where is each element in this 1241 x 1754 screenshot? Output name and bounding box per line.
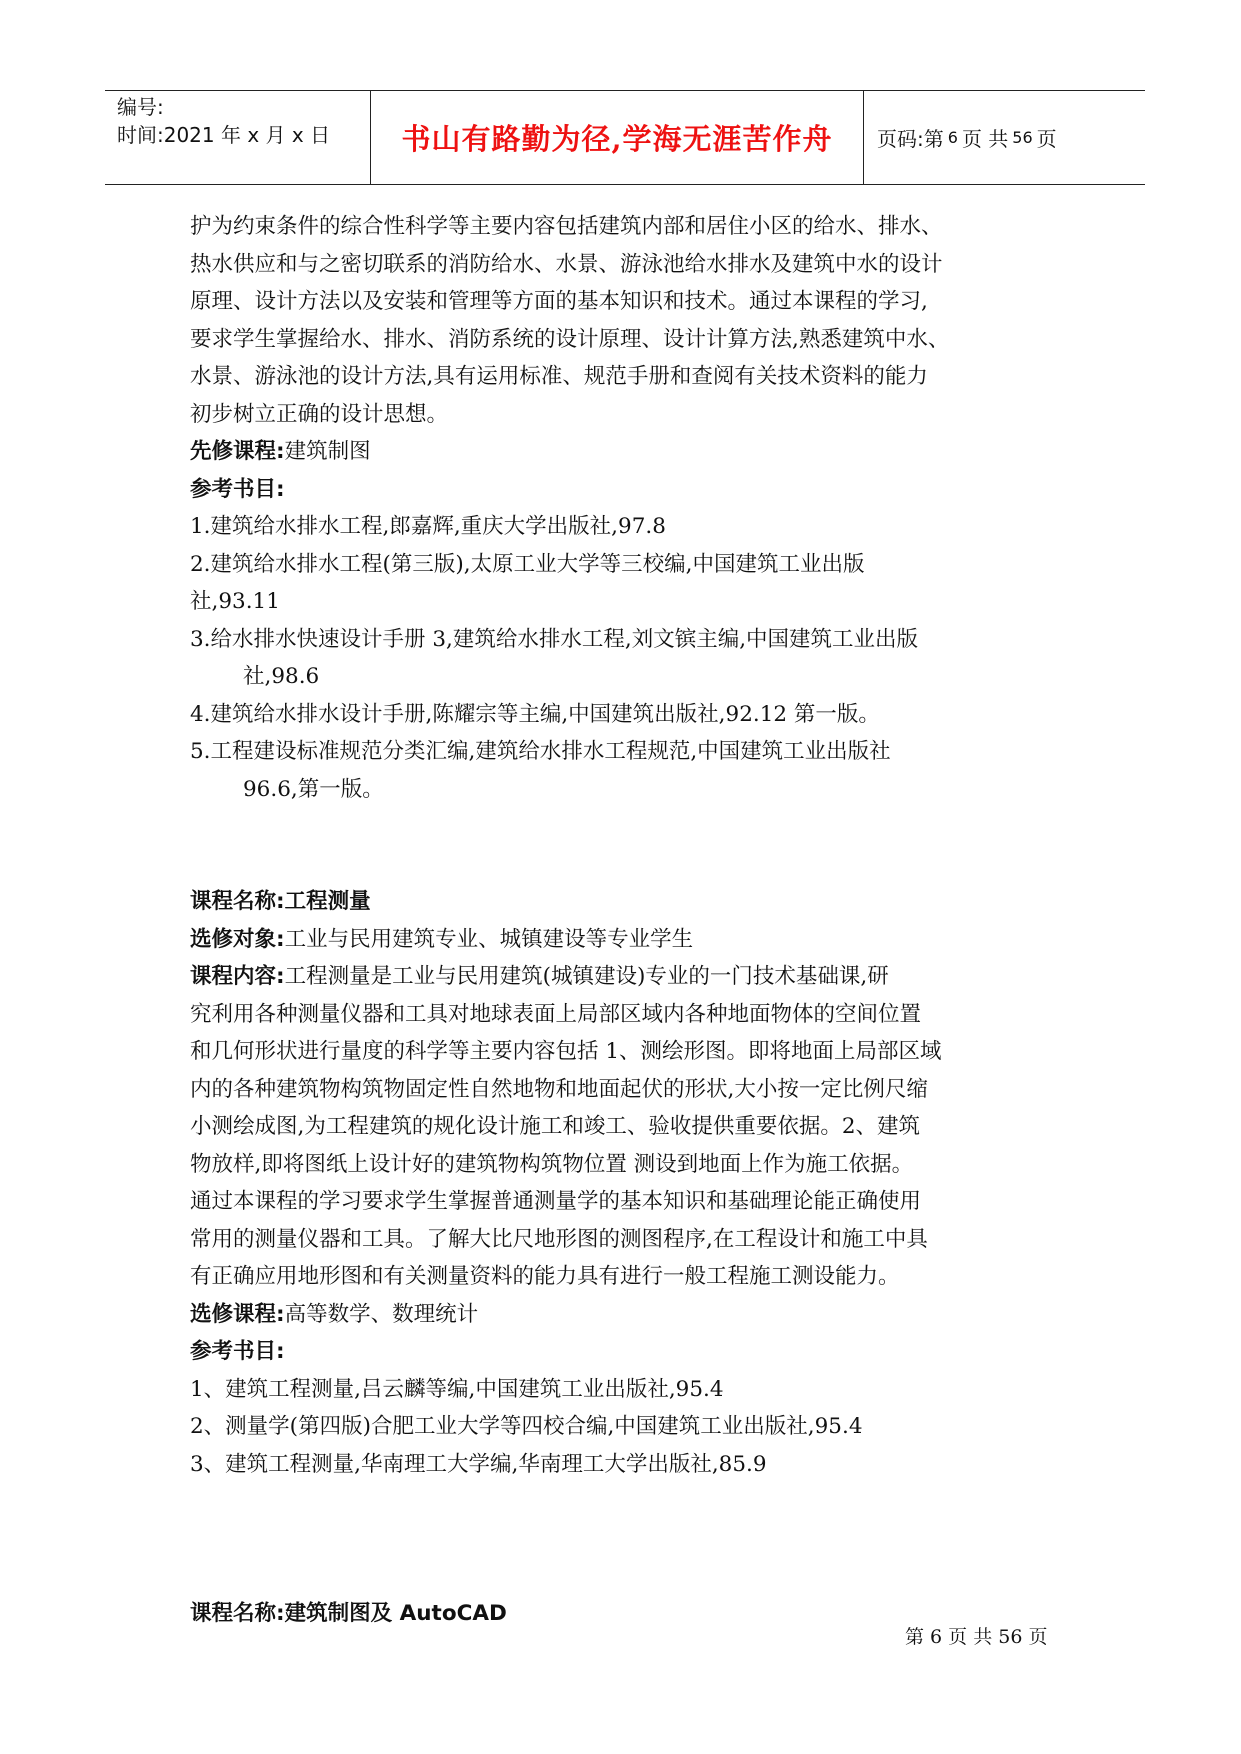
elective-target-label: 选修对象:	[190, 926, 285, 952]
reference-item: 5.工程建设标准规范分类汇编,建筑给水排水工程规范,中国建筑工业出版社	[190, 739, 891, 764]
reference-item: 1、建筑工程测量,吕云麟等编,中国建筑工业出版社,95.4	[190, 1376, 724, 1402]
references-heading	[190, 1333, 1060, 1371]
course-name-value: 建筑制图及 AutoCAD	[284, 1601, 507, 1626]
paragraph-line: 要求学生掌握给水、排水、消防系统的设计原理、设计计算方法,熟悉建筑中水、	[190, 326, 950, 352]
elective-course-value: 高等数学、数理统计	[284, 1301, 479, 1327]
header-page-total: 56	[1012, 128, 1033, 147]
reference-item: 2、测量学(第四版)合肥工业大学等四校合编,中国建筑工业出版社,95.4	[190, 1414, 863, 1439]
header-page-cell	[875, 91, 1147, 184]
paragraph-line: 水景、游泳池的设计方法,具有运用标准、规范手册和查阅有关技术资料的能力	[190, 364, 928, 389]
paragraph-line: 热水供应和与之密切联系的消防给水、水景、游泳池给水排水及建筑中水的设计	[190, 251, 943, 277]
course-content-first-line: 工程测量是工业与民用建筑(城镇建设)专业的一门技术基础课,研	[284, 964, 889, 989]
paragraph-line: 原理、设计方法以及安装和管理等方面的基本知识和技术。通过本课程的学习,	[190, 289, 928, 314]
page-header	[105, 90, 1145, 185]
reference-item: 96.6,第一版。	[243, 776, 384, 802]
header-page-number: 6	[947, 128, 958, 147]
reference-item: 社,98.6	[243, 664, 320, 689]
paragraph-line: 有正确应用地形图和有关测量资料的能力具有进行一般工程施工测设能力。	[190, 1264, 900, 1289]
paragraph-line: 护为约束条件的综合性科学等主要内容包括建筑内部和居住小区的给水、排水、	[190, 214, 943, 239]
prerequisite-row	[190, 433, 1060, 471]
references-label: 参考书目:	[190, 476, 285, 502]
paragraph-line: 物放样,即将图纸上设计好的建筑物构筑物位置 测设到地面上作为施工依据。	[190, 1151, 914, 1177]
document-body	[190, 208, 1060, 1633]
elective-target-row	[190, 921, 1060, 959]
course-content-row	[190, 958, 1060, 996]
course-content-label: 课程内容:	[190, 964, 285, 989]
header-page-prefix: 页码:第	[877, 127, 944, 151]
paragraph-line: 通过本课程的学习要求学生掌握普通测量学的基本知识和基础理论能正确使用	[190, 1189, 922, 1214]
paragraph-line: 内的各种建筑物构筑物固定性自然地物和地面起伏的形状,大小按一定比例尺缩	[190, 1076, 928, 1102]
header-left-cell	[117, 91, 367, 186]
header-page-suffix: 页	[1036, 127, 1057, 151]
header-motto: 书山有路勤为径,学海无涯苦作舟	[401, 122, 833, 156]
paragraph-line: 小测绘成图,为工程建筑的规化设计施工和竣工、验收提供重要依据。2、建筑	[190, 1114, 921, 1139]
header-number-label: 编号:	[117, 95, 164, 119]
reference-item: 3、建筑工程测量,华南理工大学编,华南理工大学出版社,85.9	[190, 1451, 767, 1477]
reference-item: 社,93.11	[190, 589, 280, 614]
spacer	[190, 1483, 1060, 1595]
reference-item: 4.建筑给水排水设计手册,陈耀宗等主编,中国建筑出版社,92.12 第一版。	[190, 701, 880, 727]
course-name-label: 课程名称:	[190, 889, 285, 914]
paragraph-line: 究利用各种测量仪器和工具对地球表面上局部区域内各种地面物体的空间位置	[190, 1001, 922, 1027]
page-footer: 第 6 页 共 56 页	[905, 1626, 1048, 1648]
references-heading	[190, 471, 1060, 509]
course-name-row	[190, 883, 1060, 921]
elective-course-label: 选修课程:	[190, 1301, 285, 1327]
header-motto-cell	[370, 91, 864, 184]
prerequisite-value: 建筑制图	[284, 439, 371, 464]
spacer	[190, 808, 1060, 883]
paragraph-line: 和几何形状进行量度的科学等主要内容包括 1、测绘形图。即将地面上局部区域	[190, 1039, 942, 1064]
course-name-value: 工程测量	[284, 889, 371, 914]
header-page-mid: 页 共	[961, 127, 1009, 151]
paragraph-line: 常用的测量仪器和工具。了解大比尺地形图的测图程序,在工程设计和施工中具	[190, 1226, 928, 1252]
references-label: 参考书目:	[190, 1339, 285, 1364]
prerequisite-label: 先修课程:	[190, 439, 285, 464]
reference-item: 3.给水排水快速设计手册 3,建筑给水排水工程,刘文镔主编,中国建筑工业出版	[190, 626, 919, 652]
reference-item: 2.建筑给水排水工程(第三版),太原工业大学等三校编,中国建筑工业出版	[190, 551, 865, 577]
paragraph-line: 初步树立正确的设计思想。	[190, 401, 449, 427]
elective-course-row	[190, 1296, 1060, 1334]
elective-target-value: 工业与民用建筑专业、城镇建设等专业学生	[284, 926, 694, 952]
course-name-label: 课程名称:	[190, 1601, 285, 1626]
reference-item: 1.建筑给水排水工程,郎嘉辉,重庆大学出版社,97.8	[190, 514, 666, 539]
header-time: 时间:2021 年 x 月 x 日	[117, 123, 331, 147]
